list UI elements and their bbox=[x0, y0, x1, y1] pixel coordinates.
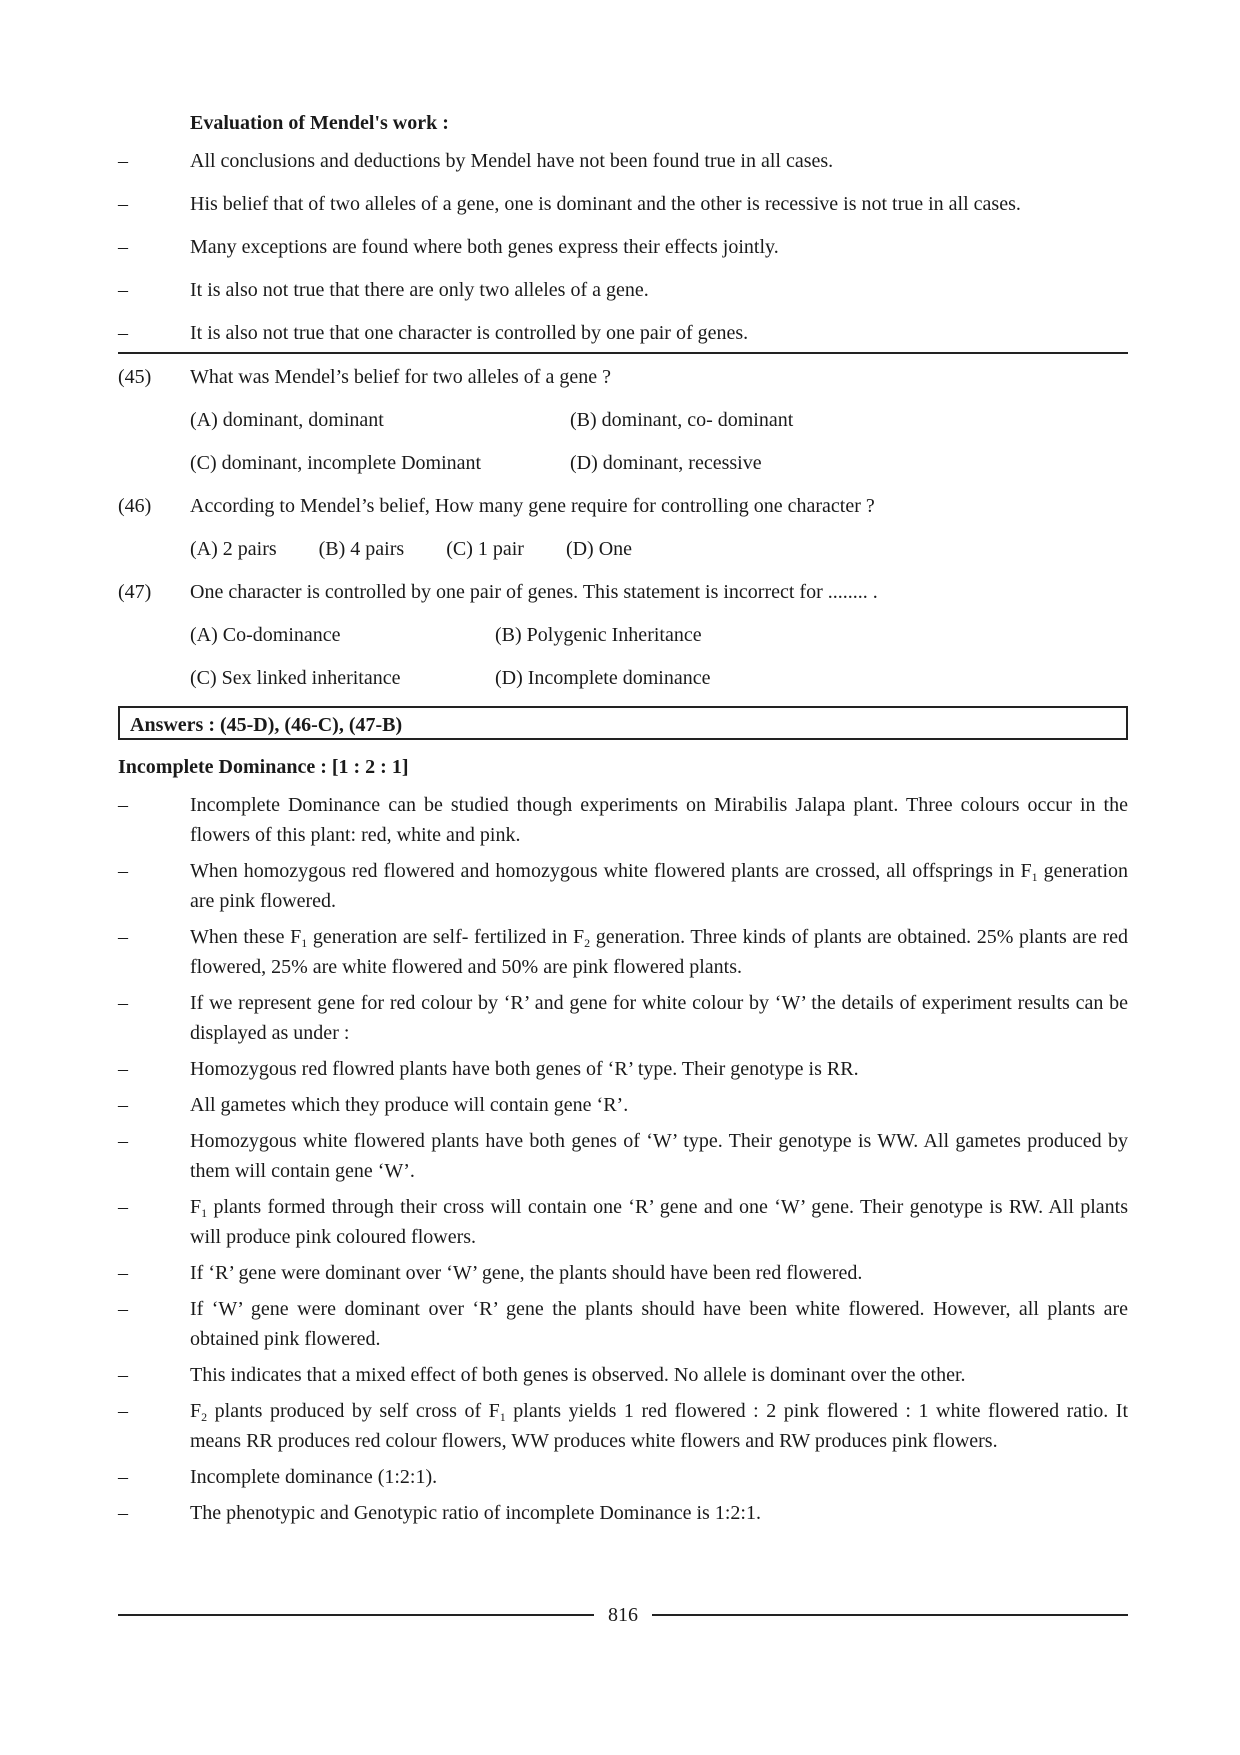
question-45-options-row-1 bbox=[118, 405, 1128, 435]
incomplete-item-text: All gametes which they produce will contain gene ‘R’. bbox=[190, 1094, 629, 1116]
incomplete-item bbox=[118, 790, 1128, 850]
bullet-dash: – bbox=[118, 1298, 128, 1320]
section-divider bbox=[118, 352, 1128, 354]
incomplete-item-text: When these $F_1$ generation are self- fertilized in $F_2$ generation. Three kinds of plants are obtained. 25% plants are red flowered, 25% are white flowered and 50% are pink flowered plants. bbox=[190, 926, 1128, 978]
bullet-dash: – bbox=[118, 322, 128, 344]
incomplete-item bbox=[118, 1090, 1128, 1120]
bullet-dash: – bbox=[118, 1130, 128, 1152]
incomplete-item bbox=[118, 856, 1128, 916]
evaluation-item bbox=[118, 232, 1128, 262]
question-number: (46) bbox=[118, 495, 152, 517]
option: (D) One bbox=[565, 538, 633, 560]
question-number: (47) bbox=[118, 581, 152, 603]
incomplete-item bbox=[118, 988, 1128, 1048]
evaluation-item-text: Many exceptions are found where both genes express their effects jointly. bbox=[190, 236, 779, 258]
bullet-dash: – bbox=[118, 236, 128, 258]
evaluation-item-text: It is also not true that one character is controlled by one pair of genes. bbox=[190, 322, 749, 344]
question-number: (45) bbox=[118, 366, 152, 388]
evaluation-item bbox=[118, 189, 1128, 219]
incomplete-item-text: Homozygous white flowered plants have both genes of ‘W’ type. Their genotype is WW. All gametes produced by them will contain gene ‘W’. bbox=[190, 1130, 1128, 1182]
question-text: What was Mendel’s belief for two alleles of a gene ? bbox=[190, 366, 611, 388]
bullet-dash: – bbox=[118, 1364, 128, 1386]
bullet-dash: – bbox=[118, 992, 128, 1014]
incomplete-item bbox=[118, 1192, 1128, 1252]
evaluation-item-text: His belief that of two alleles of a gene, one is dominant and the other is recessive is not true in all cases. bbox=[190, 193, 1021, 215]
question-46-options bbox=[118, 534, 1128, 564]
footer-rule-right bbox=[652, 1614, 1128, 1616]
option: (C) Sex linked inheritance bbox=[190, 667, 401, 689]
bullet-dash: – bbox=[118, 1262, 128, 1284]
question-45-options-row-2 bbox=[118, 448, 1128, 478]
incomplete-item bbox=[118, 1360, 1128, 1390]
page-content bbox=[118, 108, 1128, 1534]
incomplete-item bbox=[118, 922, 1128, 982]
incomplete-item bbox=[118, 1462, 1128, 1492]
option: (C) 1 pair bbox=[446, 538, 524, 560]
question-47-options-row-1 bbox=[118, 620, 1128, 650]
incomplete-item-text: Homozygous red flowred plants have both genes of ‘R’ type. Their genotype is RR. bbox=[190, 1058, 859, 1080]
footer-rule-left bbox=[118, 1614, 594, 1616]
incomplete-item-text: This indicates that a mixed effect of both genes is observed. No allele is dominant over the other. bbox=[190, 1364, 966, 1386]
bullet-dash: – bbox=[118, 1058, 128, 1080]
incomplete-item-text: If we represent gene for red colour by ‘R’ and gene for white colour by ‘W’ the details of experiment results can be displayed as under : bbox=[190, 992, 1128, 1044]
bullet-dash: – bbox=[118, 794, 128, 816]
bullet-dash: – bbox=[118, 1094, 128, 1116]
incomplete-item-text: Incomplete dominance (1:2:1). bbox=[190, 1466, 438, 1488]
option: (A) Co-dominance bbox=[190, 624, 341, 646]
incomplete-item bbox=[118, 1294, 1128, 1354]
incomplete-item bbox=[118, 1126, 1128, 1186]
option: (C) dominant, incomplete Dominant bbox=[190, 452, 482, 474]
incomplete-item bbox=[118, 1054, 1128, 1084]
page-number: 816 bbox=[608, 1603, 638, 1626]
bullet-dash: – bbox=[118, 1466, 128, 1488]
question-47-options-row-2 bbox=[118, 663, 1128, 693]
evaluation-item-text: All conclusions and deductions by Mendel have not been found true in all cases. bbox=[190, 150, 834, 172]
evaluation-heading: Evaluation of Mendel's work : bbox=[190, 112, 449, 134]
bullet-dash: – bbox=[118, 1502, 128, 1524]
bullet-dash: – bbox=[118, 193, 128, 215]
page-footer bbox=[118, 1600, 1128, 1630]
incomplete-item-text: $F_2$ plants produced by self cross of $F_1$ plants yields 1 red flowered : 2 pink flowered : 1 white flowered ratio. It means RR produces red colour flowers, WW produces white flowers and RW produces pink flowers. bbox=[190, 1400, 1128, 1452]
incomplete-item bbox=[118, 1258, 1128, 1288]
evaluation-item bbox=[118, 146, 1128, 176]
evaluation-item bbox=[118, 318, 1128, 348]
incomplete-item-text: If ‘R’ gene were dominant over ‘W’ gene, the plants should have been red flowered. bbox=[190, 1262, 863, 1284]
question-text: One character is controlled by one pair of genes. This statement is incorrect for ........ . bbox=[190, 581, 878, 603]
question-46 bbox=[118, 491, 1128, 521]
option: (B) Polygenic Inheritance bbox=[495, 624, 702, 646]
incomplete-item-text: If ‘W’ gene were dominant over ‘R’ gene the plants should have been white flowered. However, all plants are obtained pink flowered. bbox=[190, 1298, 1128, 1350]
bullet-dash: – bbox=[118, 1400, 128, 1422]
incomplete-item-text: $F_1$ plants formed through their cross will contain one ‘R’ gene and one ‘W’ gene. Their genotype is RW. All plants will produce pink coloured flowers. bbox=[190, 1196, 1128, 1248]
option: (A) 2 pairs bbox=[190, 538, 277, 560]
incomplete-item bbox=[118, 1396, 1128, 1456]
incomplete-dominance-heading: Incomplete Dominance : [1 : 2 : 1] bbox=[118, 756, 409, 778]
option: (A) dominant, dominant bbox=[190, 409, 384, 431]
incomplete-item-text: The phenotypic and Genotypic ratio of incomplete Dominance is 1:2:1. bbox=[190, 1502, 761, 1524]
answers-box: Answers : (45-D), (46-C), (47-B) bbox=[118, 706, 1128, 740]
option: (D) dominant, recessive bbox=[570, 452, 762, 474]
bullet-dash: – bbox=[118, 279, 128, 301]
incomplete-item-text: When homozygous red flowered and homozygous white flowered plants are crossed, all offsprings in $F_1$ generation are pink flowered. bbox=[190, 860, 1129, 912]
bullet-dash: – bbox=[118, 926, 128, 948]
evaluation-item-text: It is also not true that there are only two alleles of a gene. bbox=[190, 279, 649, 301]
question-text: According to Mendel’s belief, How many gene require for controlling one character ? bbox=[190, 495, 875, 517]
option: (B) 4 pairs bbox=[318, 538, 405, 560]
incomplete-item-text: Incomplete Dominance can be studied though experiments on Mirabilis Jalapa plant. Three colours occur in the flowers of this plant: red, white and pink. bbox=[190, 794, 1128, 846]
bullet-dash: – bbox=[118, 150, 128, 172]
question-47 bbox=[118, 577, 1128, 607]
question-45 bbox=[118, 362, 1128, 392]
incomplete-item bbox=[118, 1498, 1128, 1528]
bullet-dash: – bbox=[118, 860, 128, 882]
option: (B) dominant, co- dominant bbox=[570, 409, 794, 431]
option: (D) Incomplete dominance bbox=[495, 667, 711, 689]
evaluation-item bbox=[118, 275, 1128, 305]
bullet-dash: – bbox=[118, 1196, 128, 1218]
